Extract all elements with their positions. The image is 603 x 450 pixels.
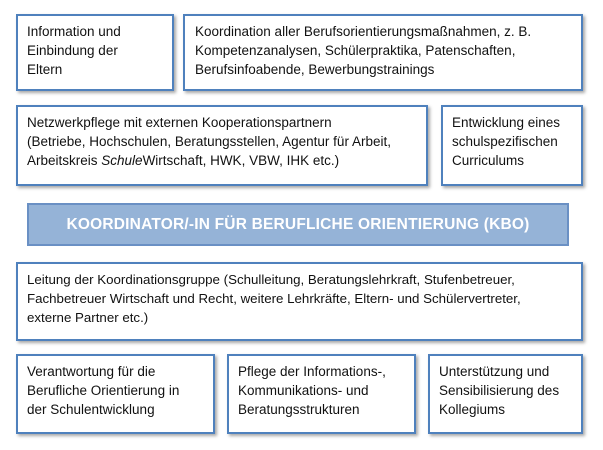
box-responsibility-line: Verantwortung für die bbox=[27, 364, 156, 379]
box-coordination-group bbox=[16, 262, 583, 341]
box-parent-information-line: Einbindung der bbox=[27, 43, 118, 58]
box-support-line: Sensibilisierung des bbox=[439, 383, 560, 398]
box-parent-information-line: Eltern bbox=[27, 62, 63, 77]
box-staff-support bbox=[428, 354, 583, 434]
box-coordination-line: Kompetenzanalysen, Schülerpraktika, Patenschaften, bbox=[195, 43, 516, 58]
box-curriculum-line: Entwicklung eines bbox=[452, 115, 561, 130]
text-segment-italic: Schule bbox=[101, 153, 143, 168]
box-network-care bbox=[16, 105, 428, 186]
box-network-line bbox=[27, 151, 417, 170]
box-network-line: (Betriebe, Hochschulen, Beratungsstellen, Agentur für Arbeit, bbox=[27, 134, 391, 149]
box-responsibility-line: Berufliche Orientierung in bbox=[27, 383, 180, 398]
kbo-title-banner bbox=[27, 203, 569, 246]
box-group-line: externe Partner etc.) bbox=[27, 310, 149, 325]
box-information-structures bbox=[227, 354, 416, 434]
box-responsibility-line: der Schulentwicklung bbox=[27, 402, 155, 417]
box-school-development-responsibility bbox=[16, 354, 215, 434]
kbo-title-text: KOORDINATOR/-IN FÜR BERUFLICHE ORIENTIERUNG (KBO) bbox=[66, 215, 530, 233]
box-support-line: Kollegiums bbox=[439, 402, 506, 417]
text-segment: Arbeitskreis bbox=[27, 153, 102, 168]
box-curriculum-development bbox=[441, 105, 583, 186]
box-info-care-line: Pflege der Informations-, bbox=[238, 364, 386, 379]
box-parent-information bbox=[16, 14, 174, 91]
box-curriculum-line: Curriculums bbox=[452, 153, 525, 168]
text-segment: Wirtschaft, HWK, VBW, IHK etc.) bbox=[142, 153, 340, 168]
box-parent-information-line: Information und bbox=[27, 24, 121, 39]
box-group-line: Fachbetreuer Wirtschaft und Recht, weitere Lehrkräfte, Eltern- und Schülervertreter, bbox=[27, 291, 521, 306]
box-coordination-line bbox=[195, 22, 567, 41]
box-coordination-line: Berufsinfoabende, Bewerbungstrainings bbox=[195, 62, 435, 77]
box-info-care-line: Beratungsstrukturen bbox=[238, 402, 360, 417]
box-coordination-measures bbox=[183, 14, 583, 91]
box-network-line: Netzwerkpflege mit externen Kooperationspartnern bbox=[27, 115, 332, 130]
box-support-line: Unterstützung und bbox=[439, 364, 550, 379]
box-curriculum-line: schulspezifischen bbox=[452, 134, 558, 149]
text-segment: Koordination aller Berufsorientierungsmaßnahmen, z. B. bbox=[195, 24, 532, 39]
box-info-care-line: Kommunikations- und bbox=[238, 383, 369, 398]
box-group-line: Leitung der Koordinationsgruppe (Schulleitung, Beratungslehrkraft, Stufenbetreuer, bbox=[27, 272, 515, 287]
